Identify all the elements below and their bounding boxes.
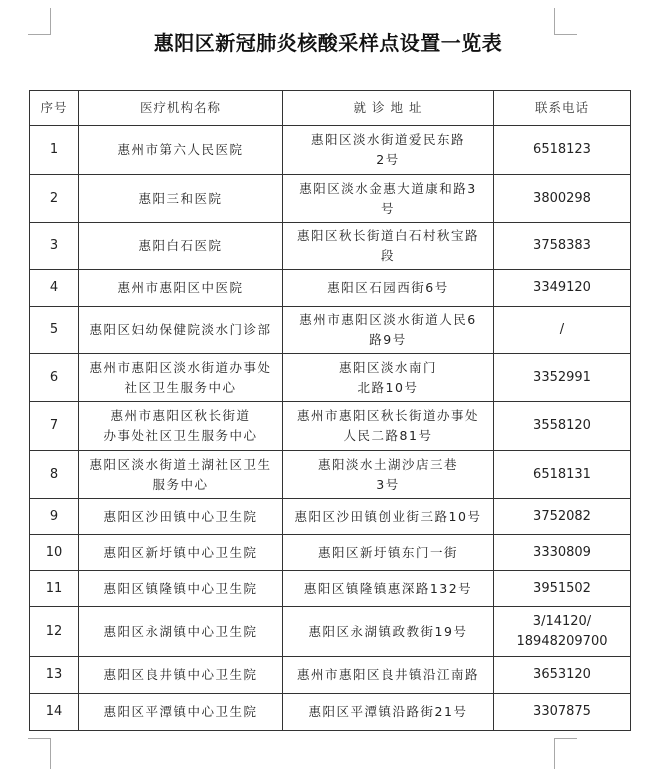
cell-address-line: 惠阳区石园西街6号	[327, 280, 449, 295]
cell-serial-number: 6	[30, 354, 79, 402]
cell-address-line: 惠阳区秋长街道白石村秋宝路	[296, 228, 479, 243]
cell-address-line: 段	[380, 248, 395, 263]
cell-phone-line: 3558120	[533, 418, 591, 433]
table-row	[30, 175, 631, 223]
sampling-sites-table	[29, 90, 631, 731]
cell-phone	[494, 535, 631, 571]
cell-institution-name-line: 惠阳区镇隆镇中心卫生院	[103, 580, 258, 596]
cell-institution-name	[79, 571, 283, 607]
cell-phone	[494, 657, 631, 694]
header-phone: 联系电话	[494, 91, 631, 126]
cell-institution-name	[79, 535, 283, 571]
cell-serial-number: 3	[30, 223, 79, 270]
cell-institution-name-line: 惠阳三和医院	[138, 190, 223, 206]
table-row	[30, 607, 631, 657]
cell-phone-line: 3/14120/	[532, 613, 592, 629]
cell-institution-name-line: 惠阳区新圩镇中心卫生院	[103, 544, 258, 560]
cell-serial-number: 11	[30, 571, 79, 607]
cell-institution-name	[79, 307, 283, 354]
cell-phone-line: 3653120	[533, 667, 591, 682]
cell-address-line: 惠阳淡水土湖沙店三巷	[317, 456, 458, 472]
cell-institution-name	[79, 657, 283, 694]
cell-phone	[494, 607, 631, 657]
cell-address-line: 2号	[376, 152, 400, 167]
document-title: 惠阳区新冠肺炎核酸采样点设置一览表	[153, 31, 503, 55]
cell-phone-line: 3752082	[533, 508, 591, 524]
cell-phone	[494, 223, 631, 270]
cell-phone	[494, 126, 631, 175]
cell-address-line: 路9号	[369, 332, 407, 347]
cell-phone	[494, 175, 631, 223]
cell-institution-name	[79, 451, 283, 499]
cell-serial-number: 10	[30, 535, 79, 571]
cell-institution-name-line: 惠阳白石医院	[138, 238, 223, 253]
cell-phone-line: 6518131	[533, 466, 591, 482]
cell-address-line: 惠州市惠阳区良井镇沿江南路	[296, 667, 479, 682]
table-row	[30, 499, 631, 535]
cell-institution-name	[79, 694, 283, 731]
cell-phone	[494, 499, 631, 535]
cell-address-line: 3号	[376, 476, 400, 492]
table-row	[30, 657, 631, 694]
cell-phone-line: 3330809	[533, 544, 591, 560]
cell-address-line: 惠阳区永湖镇政教街19号	[308, 623, 468, 639]
cell-address	[283, 571, 494, 607]
cell-institution-name-line: 惠州市惠阳区淡水街道办事处	[89, 359, 272, 375]
table-row	[30, 694, 631, 731]
cell-address-line: 惠阳区镇隆镇惠深路132号	[303, 580, 473, 596]
cell-address-line: 人民二路81号	[343, 428, 433, 443]
cell-address-line: 惠阳区淡水南门	[338, 359, 437, 375]
table-row	[30, 223, 631, 270]
cell-address-line: 惠阳区新圩镇东门一街	[317, 544, 458, 560]
cell-phone-line: 3352991	[533, 369, 591, 385]
cell-address-line: 北路10号	[357, 379, 419, 395]
cell-serial-number: 12	[30, 607, 79, 657]
cell-institution-name-line: 惠阳区淡水街道土湖社区卫生	[89, 456, 272, 472]
header-address: 就 诊 地 址	[283, 91, 494, 126]
cell-serial-number: 14	[30, 694, 79, 731]
page-corner-mark-bottom-left	[28, 738, 51, 769]
table-row	[30, 270, 631, 307]
cell-phone	[494, 354, 631, 402]
cell-institution-name-line: 惠阳区妇幼保健院淡水门诊部	[89, 322, 272, 337]
cell-address	[283, 657, 494, 694]
cell-phone	[494, 694, 631, 731]
cell-serial-number: 5	[30, 307, 79, 354]
cell-address-line: 惠阳区平潭镇沿路街21号	[308, 704, 468, 719]
cell-phone-line: 3800298	[533, 190, 591, 206]
cell-serial-number: 7	[30, 402, 79, 451]
table-row	[30, 402, 631, 451]
cell-phone-line: 3758383	[533, 238, 591, 253]
cell-address	[283, 223, 494, 270]
cell-serial-number: 9	[30, 499, 79, 535]
cell-institution-name-line: 惠阳区良井镇中心卫生院	[103, 667, 258, 682]
cell-phone	[494, 402, 631, 451]
table-row	[30, 354, 631, 402]
table-row	[30, 571, 631, 607]
cell-phone-line: 3307875	[533, 704, 591, 719]
cell-serial-number: 4	[30, 270, 79, 307]
cell-address-line: 惠州市惠阳区淡水街道人民6	[299, 312, 477, 327]
cell-address	[283, 499, 494, 535]
cell-address	[283, 451, 494, 499]
cell-institution-name-line: 惠阳区永湖镇中心卫生院	[103, 623, 258, 639]
page-corner-mark-bottom-right	[554, 738, 577, 769]
cell-address	[283, 307, 494, 354]
cell-institution-name	[79, 402, 283, 451]
cell-serial-number: 13	[30, 657, 79, 694]
cell-address	[283, 354, 494, 402]
cell-address-line: 惠阳区淡水街道爱民东路	[310, 132, 465, 147]
cell-address	[283, 175, 494, 223]
table-row	[30, 451, 631, 499]
cell-address-line: 惠阳区沙田镇创业街三路10号	[294, 508, 482, 524]
cell-institution-name	[79, 607, 283, 657]
cell-institution-name-line: 惠阳区平潭镇中心卫生院	[103, 704, 258, 719]
cell-institution-name-line: 惠州市惠阳区中医院	[117, 280, 244, 295]
cell-institution-name-line: 服务中心	[152, 476, 209, 492]
cell-address	[283, 126, 494, 175]
cell-address-line: 惠阳区淡水金惠大道康和路3	[299, 180, 477, 196]
cell-institution-name	[79, 354, 283, 402]
cell-address	[283, 694, 494, 731]
table-header-row	[30, 91, 631, 126]
table-row	[30, 307, 631, 354]
cell-phone	[494, 307, 631, 354]
cell-address	[283, 270, 494, 307]
cell-phone-line: 3951502	[533, 580, 591, 596]
cell-institution-name-line: 惠州市惠阳区秋长街道	[110, 408, 251, 423]
cell-institution-name	[79, 175, 283, 223]
header-institution-name: 医疗机构名称	[79, 91, 283, 126]
table-row	[30, 535, 631, 571]
cell-serial-number: 2	[30, 175, 79, 223]
cell-phone	[494, 451, 631, 499]
cell-institution-name-line: 惠阳区沙田镇中心卫生院	[103, 508, 258, 524]
cell-institution-name	[79, 270, 283, 307]
cell-serial-number: 8	[30, 451, 79, 499]
table-body	[30, 126, 631, 731]
cell-phone	[494, 270, 631, 307]
cell-phone-line: /	[559, 322, 565, 337]
cell-institution-name	[79, 499, 283, 535]
cell-institution-name	[79, 223, 283, 270]
cell-address-line: 号	[380, 200, 395, 216]
cell-phone-line: 3349120	[533, 280, 591, 295]
cell-phone-line: 18948209700	[516, 633, 608, 649]
cell-institution-name-line: 办事处社区卫生服务中心	[103, 428, 258, 443]
cell-address	[283, 402, 494, 451]
cell-institution-name-line: 惠州市第六人民医院	[117, 142, 244, 157]
cell-phone	[494, 571, 631, 607]
cell-address	[283, 535, 494, 571]
cell-institution-name-line: 社区卫生服务中心	[124, 379, 237, 395]
cell-serial-number: 1	[30, 126, 79, 175]
cell-phone-line: 6518123	[533, 142, 591, 157]
header-serial-number: 序号	[30, 91, 79, 126]
cell-address-line: 惠州市惠阳区秋长街道办事处	[296, 408, 479, 423]
cell-address	[283, 607, 494, 657]
cell-institution-name	[79, 126, 283, 175]
table-row	[30, 126, 631, 175]
